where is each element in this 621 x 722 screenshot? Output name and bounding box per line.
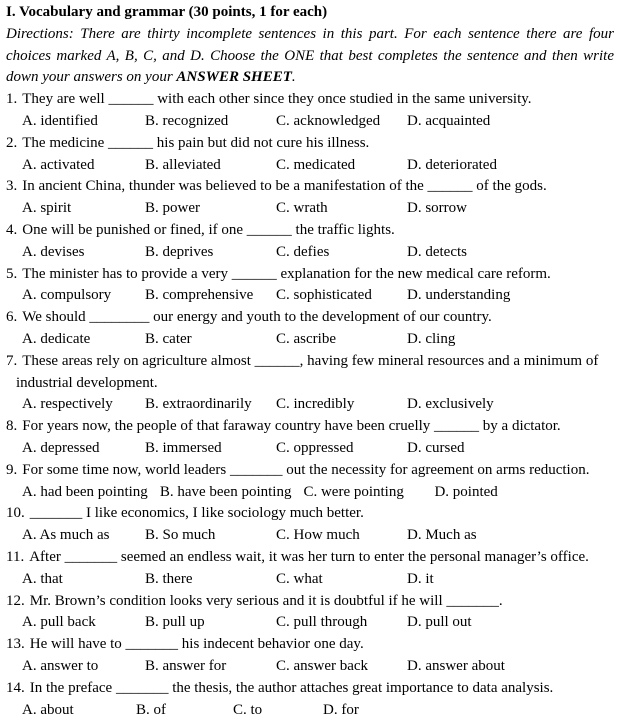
option-c: C. defies: [276, 243, 330, 260]
question-number: 9.: [6, 461, 18, 478]
question-number: 7.: [6, 352, 18, 369]
option-d: D. Much as: [407, 527, 477, 544]
option-c: C. incredibly: [276, 396, 355, 413]
question-number: 2.: [6, 134, 18, 151]
option-c: C. answer back: [276, 657, 369, 674]
question-text: In ancient China, thunder was believed to be a manifestation of the ______ of the gods.: [22, 178, 547, 195]
question-number: 12.: [6, 592, 25, 609]
question-number: 5.: [6, 265, 18, 282]
question-options: [6, 438, 614, 460]
option-b: B. answer for: [145, 657, 227, 674]
option-c: C. to: [233, 701, 263, 718]
question-options: [6, 482, 614, 504]
question-text: After _______ seemed an endless wait, it was her turn to enter the personal manager’s office.: [29, 548, 589, 565]
question-stem: [6, 264, 614, 286]
question-options: [6, 198, 614, 220]
question-stem: [6, 547, 614, 569]
option-d: D. pull out: [407, 614, 472, 631]
option-d: D. answer about: [407, 657, 505, 674]
option-c: C. oppressed: [276, 439, 354, 456]
option-a: A. about: [22, 701, 74, 718]
question-12: [6, 591, 614, 635]
question-6: [6, 307, 614, 351]
question-number: 10.: [6, 505, 25, 522]
answer-sheet-emphasis: ANSWER SHEET: [176, 69, 292, 86]
question-stem: [6, 591, 614, 613]
option-b: B. there: [145, 570, 193, 587]
question-text: For some time now, world leaders _______ out the necessity for agreement on arms reduction.: [22, 461, 590, 478]
question-stem: [6, 416, 614, 438]
question-stem: [6, 460, 614, 482]
option-a: A. answer to: [22, 657, 99, 674]
question-text: The minister has to provide a very ______ explanation for the new medical care reform.: [22, 265, 551, 282]
option-a: A. had been pointing: [22, 483, 148, 500]
question-options: [6, 242, 614, 264]
question-7: [6, 351, 614, 416]
directions-suffix: .: [291, 69, 296, 86]
question-14: [6, 678, 614, 722]
option-b: B. recognized: [145, 112, 229, 129]
question-stem: [6, 89, 614, 111]
option-c: C. pull through: [276, 614, 368, 631]
option-c: C. were pointing: [303, 483, 404, 500]
option-a: A. activated: [22, 156, 95, 173]
question-10: [6, 503, 614, 547]
question-options: [6, 700, 614, 722]
question-stem: [6, 634, 614, 656]
option-c: C. wrath: [276, 200, 328, 217]
question-3: [6, 176, 614, 220]
question-text: We should ________ our energy and youth to the development of our country.: [22, 309, 492, 326]
option-d: D. pointed: [434, 483, 498, 500]
question-number: 1.: [6, 91, 18, 108]
question-text: These areas rely on agriculture almost ______, having few mineral resources and a minimum of: [22, 352, 599, 369]
question-text: Mr. Brown’s condition looks very serious and it is doubtful if he will _______.: [29, 592, 503, 609]
question-number: 6.: [6, 309, 18, 326]
option-a: A. dedicate: [22, 330, 91, 347]
question-11: [6, 547, 614, 591]
option-d: D. it: [407, 570, 434, 587]
question-options: [6, 569, 614, 591]
question-stem-line2: industrial development.: [16, 374, 158, 391]
question-text: _______ I like economics, I like sociology much better.: [29, 505, 364, 522]
question-text: They are well ______ with each other since they once studied in the same university.: [22, 91, 532, 108]
option-b: B. extraordinarily: [145, 396, 252, 413]
option-c: C. acknowledged: [276, 112, 381, 129]
question-options: [6, 111, 614, 133]
option-b: B. cater: [145, 330, 192, 347]
option-d: D. deteriorated: [407, 156, 497, 173]
question-text: In the preface _______ the thesis, the author attaches great importance to data analysis.: [29, 679, 554, 696]
option-d: D. understanding: [407, 287, 511, 304]
option-a: A. devises: [22, 243, 85, 260]
question-stem: [6, 307, 614, 329]
question-stem: [6, 176, 614, 198]
section-title: I. Vocabulary and grammar (30 points, 1 for each): [6, 4, 328, 20]
option-c: C. ascribe: [276, 330, 336, 347]
option-a: A. respectively: [22, 396, 113, 413]
option-b: B. immersed: [145, 439, 222, 456]
question-options: [6, 394, 614, 416]
option-a: A. compulsory: [22, 287, 112, 304]
option-c: C. medicated: [276, 156, 356, 173]
question-number: 11.: [6, 548, 25, 565]
question-number: 14.: [6, 679, 25, 696]
question-options: [6, 155, 614, 177]
question-options: [6, 285, 614, 307]
option-d: D. acquainted: [407, 112, 491, 129]
question-number: 13.: [6, 636, 25, 653]
question-text: For years now, the people of that faraway country have been cruelly ______ by a dictator.: [22, 418, 561, 435]
question-text: The medicine ______ his pain but did not cure his illness.: [22, 134, 370, 151]
option-a: A. As much as: [22, 527, 110, 544]
question-stem: [6, 351, 614, 373]
option-b: B. of: [136, 701, 166, 718]
question-stem: [6, 220, 614, 242]
question-9: [6, 460, 614, 504]
question-4: [6, 220, 614, 264]
question-number: 8.: [6, 418, 18, 435]
directions-text: Directions: There are thirty incomplete sentences in this part. For each sentence there are four choices marked A, B, C, and D. Choose the ONE that best completes the sentence and then write down your answers on your: [6, 25, 614, 86]
question-stem: [6, 133, 614, 155]
question-2: [6, 133, 614, 177]
option-c: C. sophisticated: [276, 287, 372, 304]
question-number: 3.: [6, 178, 18, 195]
question-1: [6, 89, 614, 133]
option-b: B. have been pointing: [159, 483, 292, 500]
option-a: A. pull back: [22, 614, 96, 631]
question-stem: [6, 503, 614, 525]
option-d: D. cling: [407, 330, 456, 347]
question-options: [6, 612, 614, 634]
question-text: He will have to _______ his indecent behavior one day.: [29, 636, 364, 653]
option-b: B. So much: [145, 527, 216, 544]
option-d: D. sorrow: [407, 200, 467, 217]
question-number: 4.: [6, 221, 18, 238]
option-d: D. exclusively: [407, 396, 494, 413]
option-a: A. spirit: [22, 200, 72, 217]
question-options: [6, 656, 614, 678]
question-13: [6, 634, 614, 678]
option-d: D. cursed: [407, 439, 465, 456]
question-5: [6, 264, 614, 308]
question-options: [6, 525, 614, 547]
question-stem: [6, 678, 614, 700]
option-c: C. what: [276, 570, 323, 587]
option-b: B. pull up: [145, 614, 205, 631]
option-d: D. for: [323, 701, 359, 718]
option-b: B. comprehensive: [145, 287, 254, 304]
question-text: One will be punished or fined, if one ______ the traffic lights.: [22, 221, 395, 238]
option-c: C. How much: [276, 527, 360, 544]
option-b: B. alleviated: [145, 156, 221, 173]
option-d: D. detects: [407, 243, 467, 260]
question-options: [6, 329, 614, 351]
option-a: A. that: [22, 570, 63, 587]
option-a: A. identified: [22, 112, 98, 129]
option-b: B. deprives: [145, 243, 214, 260]
question-8: [6, 416, 614, 460]
option-a: A. depressed: [22, 439, 100, 456]
directions: [6, 24, 614, 89]
option-b: B. power: [145, 200, 200, 217]
